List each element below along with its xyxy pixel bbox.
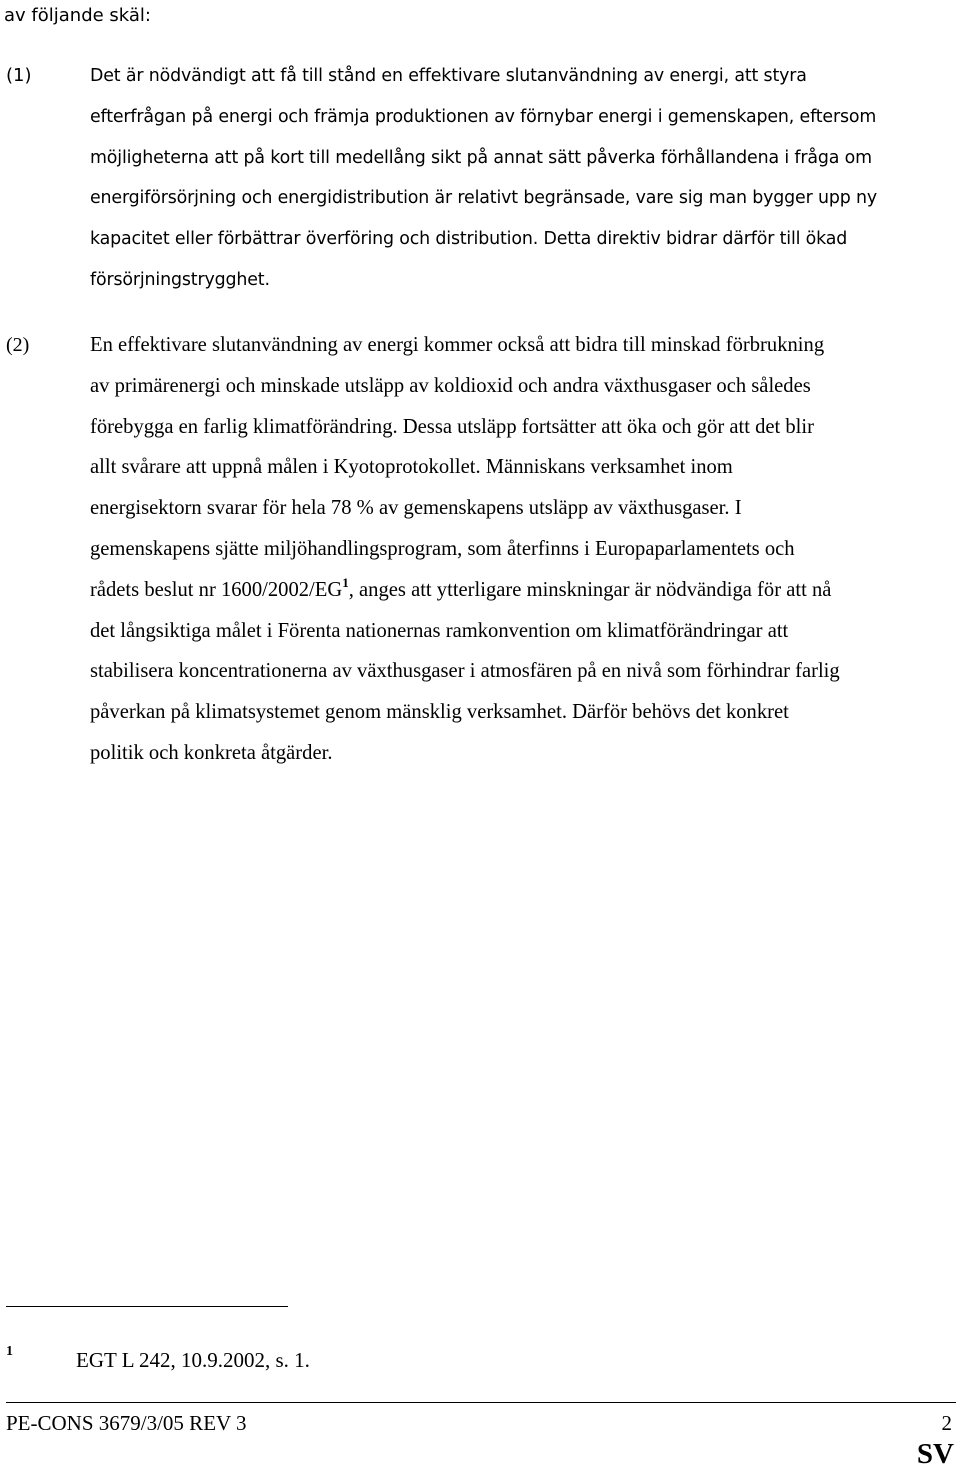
- text-line: gemenskapens sjätte miljöhandlingsprogram, som återfinns i Europaparlamentets och: [90, 537, 795, 560]
- text-line: påverkan på klimatsystemet genom mänsklig verksamhet. Därför behövs det konkret: [90, 701, 789, 724]
- text-line: förebygga en farlig klimatförändring. Dessa utsläpp fortsätter att öka och gör att det blir: [90, 415, 814, 438]
- footer-separator: [6, 1402, 956, 1403]
- intro-text: av följande skäl:: [4, 5, 151, 26]
- text-line: kapacitet eller förbättrar överföring och distribution. Detta direktiv bidrar därför till ökad: [90, 229, 848, 250]
- page-number: 2: [941, 1411, 952, 1435]
- text-line: allt svårare att uppnå målen i Kyotoprotokollet. Människans verksamhet inom: [90, 456, 733, 479]
- text-line: Det är nödvändigt att få till stånd en effektivare slutanvändning av energi, att styra: [90, 66, 807, 86]
- text-segment: rådets beslut nr 1600/2002/EG: [90, 578, 343, 601]
- recital-body: [90, 56, 952, 301]
- text-line: energiförsörjning och energidistribution är relativt begränsade, vare sig man bygger upp ny: [90, 188, 878, 209]
- text-line: politik och konkreta åtgärder.: [90, 741, 333, 764]
- text-line: stabilisera koncentrationerna av växthusgaser i atmosfären på en nivå som förhindrar farlig: [90, 660, 840, 683]
- footnote-reference[interactable]: 1: [342, 574, 349, 590]
- text-segment: , anges att ytterligare minskningar är nödvändiga för att nå: [348, 578, 832, 601]
- footnote-text: EGT L 242, 10.9.2002, s. 1.: [76, 1348, 310, 1372]
- recital-body: [90, 325, 952, 774]
- recital-number: (2): [6, 334, 30, 356]
- text-line: försörjningstrygghet.: [90, 269, 270, 290]
- text-line: möjligheterna att på kort till medellång sikt på annat sätt påverka förhållandena i fråga om: [90, 147, 872, 168]
- document-reference: PE-CONS 3679/3/05 REV 3: [6, 1411, 247, 1435]
- footnote-marker: 1: [6, 1344, 13, 1359]
- text-line: efterfrågan på energi och främja produktionen av förnybar energi i gemenskapen, eftersom: [90, 106, 877, 127]
- text-line-with-footnote: [90, 570, 952, 611]
- language-code: SV: [916, 1438, 954, 1470]
- text-line: av primärenergi och minskade utsläpp av koldioxid och andra växthusgaser och således: [90, 374, 811, 397]
- recital-number: (1): [6, 65, 32, 86]
- text-line: energisektorn svarar för hela 78 % av gemenskapens utsläpp av växthusgaser. I: [90, 497, 742, 520]
- footnote-separator: [6, 1306, 288, 1307]
- text-line: En effektivare slutanvändning av energi kommer också att bidra till minskad förbrukning: [90, 334, 825, 356]
- text-line: det långsiktiga målet i Förenta nationernas ramkonvention om klimatförändringar att: [90, 619, 789, 642]
